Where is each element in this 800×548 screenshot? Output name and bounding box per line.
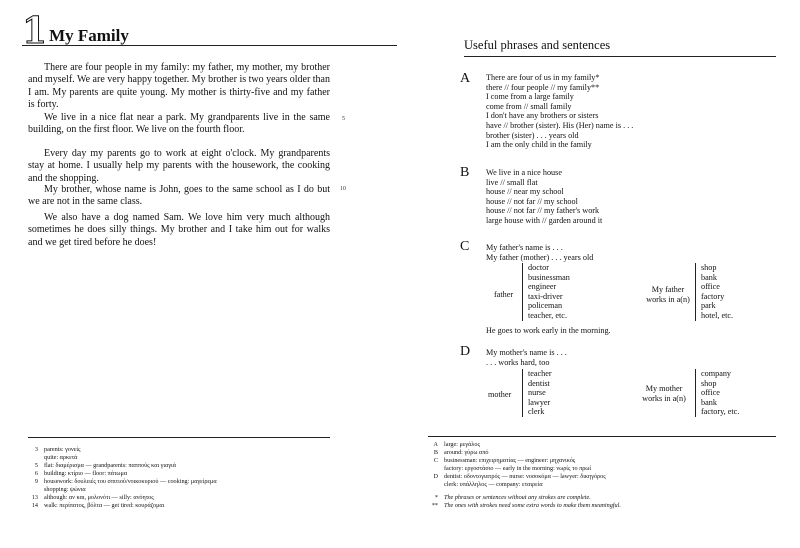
father-jobs [522, 263, 570, 321]
section-rule [464, 56, 776, 57]
phrase-line: There are four of us in my family* [486, 73, 600, 82]
father-places [695, 263, 733, 321]
job-item: clerk [528, 407, 545, 417]
father-works-label: My father works in a(n) [646, 285, 690, 304]
paragraph-1: There are four people in my family: my father, my mother, my brother and myself. We are very happy together. My brother is two years older than I am. My parents are quite young. My mother is thirty-five and my father is forty. [28, 62, 330, 110]
section-a-lines [486, 73, 633, 150]
job-item: teacher, etc. [528, 310, 567, 320]
note-row: * The phrases or sentences without any strokes are complete. [434, 494, 591, 501]
phrase-line: I come from a large family [486, 92, 574, 102]
place-item: bank [701, 272, 717, 282]
phrase-line: I am the only child in the family [486, 140, 592, 150]
phrase-line: come from // small family [486, 101, 572, 111]
phrase-line: there // four people // my family** [486, 82, 600, 92]
line-number: 10 [340, 186, 346, 192]
place-item: factory [701, 291, 725, 301]
father-label: father [494, 290, 514, 299]
section-letter-b: B [460, 165, 470, 180]
paragraph-2: We live in a nice flat near a park. My grandparents live in the same building, on the first floor. We live on the fourth floor. [28, 112, 330, 136]
job-item: dentist [528, 378, 550, 388]
unit-header [22, 10, 129, 52]
job-item: taxi-driver [528, 291, 563, 301]
phrase-line: My father's name is . . . [486, 243, 563, 252]
phrase-line: house // not far // my father's work [486, 206, 600, 216]
place-item: shop [701, 263, 717, 272]
footnotes [424, 441, 606, 489]
phrase-line: . . . works hard, too [486, 357, 550, 367]
footnote-row: C businessman: επιχειρηματίας — engineer: μηχανικός [433, 457, 576, 464]
unit-number: 1 [22, 10, 48, 52]
section-letter-d: D [460, 344, 471, 359]
job-item: lawyer [528, 397, 551, 407]
place-item: shop [701, 378, 717, 388]
place-item: bank [701, 397, 717, 407]
footnote-row: clerk: υπάλληλος — company: εταιρεία [444, 481, 543, 488]
place-item: office [701, 282, 720, 292]
place-item: factory, etc. [701, 407, 740, 417]
note-row: ** The ones with strokes need some extra words to make them meaningful. [431, 502, 621, 509]
line-number: 5 [342, 116, 345, 122]
unit-title: My Family [49, 26, 129, 45]
section-d-lines [486, 348, 567, 367]
footnote-row: A large: μεγάλος [433, 441, 480, 448]
job-item: nurse [528, 388, 546, 398]
paragraph-4: My brother, whose name is John, goes to the same school as I do but we are not in the same class. [28, 184, 330, 208]
paragraph-3: Every day my parents go to work at eight o'clock. My grandparents stay at home. I usually help my parents with the housework, the cooking and the shopping. [28, 148, 330, 184]
footnotes [24, 446, 217, 510]
footnote-row: quite: αρκετά [44, 454, 78, 461]
footnote-row: B around: γύρω από [433, 449, 489, 456]
mother-places [695, 369, 739, 417]
footnote-row: 9 housework: δουλειές του σπιτιού/νοικοκυριού — cooking: μαγείρεμα [34, 478, 217, 485]
place-item: hotel, etc. [701, 310, 734, 320]
job-item: engineer [528, 282, 557, 292]
paragraph-5: We also have a dog named Sam. We love him very much although sometimes he does silly things. My brother and I take him out for walks and we get tired before he does! [28, 212, 330, 248]
footnote-row: factory: εργοστάσιο — early in the morning: νωρίς το πρωί [444, 465, 592, 472]
phrase-line: brother (sister) . . . years old [486, 130, 579, 140]
mother-jobs [522, 369, 552, 417]
section-b-lines [486, 168, 602, 226]
job-item: businessman [528, 272, 570, 282]
footnote-row: 3 parents: γονείς [34, 446, 81, 453]
phrase-line: I don't have any brothers or sisters [486, 111, 599, 121]
job-item: policeman [528, 301, 563, 311]
phrase-line: house // near my school [486, 187, 564, 197]
phrase-line: large house with // garden around it [486, 215, 603, 225]
phrase-line: We live in a nice house [486, 168, 562, 177]
place-item: office [701, 388, 720, 398]
usage-notes [424, 494, 621, 510]
phrase-line: house // not far // my school [486, 196, 578, 206]
section-c-lines [486, 243, 593, 262]
title-rule [22, 45, 397, 46]
section-title: Useful phrases and sentences [464, 38, 611, 52]
footnote-row: 6 building: κτίριο — floor: πάτωμα [34, 470, 128, 477]
place-item: park [701, 301, 716, 311]
job-item: doctor [528, 263, 549, 272]
right-page [400, 0, 800, 548]
mother-works-label: My mother works in a(n) [642, 384, 686, 403]
footnote-row: D dentist: οδοντογιατρός — nurse: νοσοκόμα — lawyer: δικηγόρος [433, 473, 606, 480]
footnote-rule [28, 437, 330, 438]
mother-label: mother [488, 390, 512, 399]
footnote-row: shopping: ψώνια [44, 486, 86, 493]
phrase-line: live // small flat [486, 177, 538, 187]
section-letter-a: A [460, 71, 471, 86]
section-c-last [486, 326, 611, 336]
section-letter-c: C [460, 239, 470, 254]
footnote-row: 5 flat: διαμέρισμα — grandparents: παππούς και γιαγιά [34, 462, 176, 469]
footnote-row: 13 although: αν και, μολονότι — silly: ανόητος [31, 494, 154, 501]
phrase-line: My mother's name is . . . [486, 348, 567, 357]
phrase-line: have // brother (sister). His (Her) name is . . . [486, 120, 634, 130]
phrase-line: He goes to work early in the morning. [486, 326, 611, 335]
phrase-line: My father (mother) . . . years old [486, 252, 594, 262]
place-item: company [701, 369, 732, 378]
footnote-row: 14 walk: περίπατος, βόλτα — get tired: κουράζομαι [31, 502, 165, 509]
footnote-rule [428, 436, 776, 437]
job-item: teacher [528, 369, 552, 378]
